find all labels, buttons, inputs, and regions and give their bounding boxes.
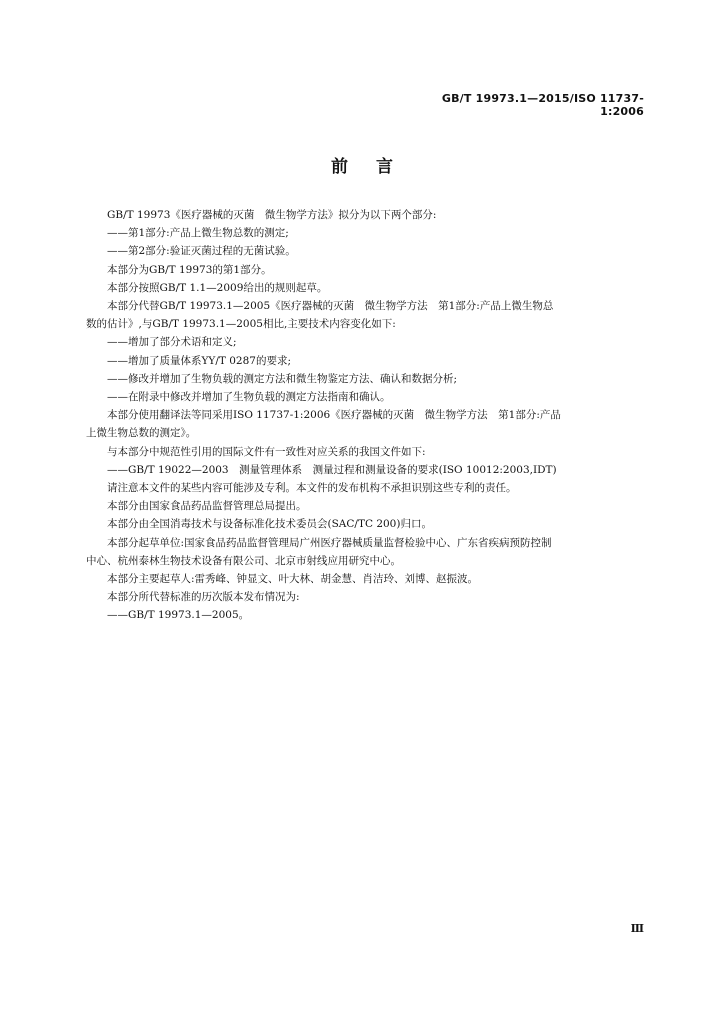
list-item: ——第2部分:验证灭菌过程的无菌试验。 (107, 245, 296, 258)
paragraph-line: 数的估计》,与GB/T 19973.1—2005相比,主要技术内容变化如下: (86, 318, 396, 331)
paragraph (86, 534, 646, 570)
list-item: ——第1部分:产品上微生物总数的测定; (107, 227, 289, 240)
list-item: ——增加了质量体系YY/T 0287的要求; (107, 354, 292, 367)
paragraph-line: 中心、杭州泰林生物技术设备有限公司、北京市射线应用研究中心。 (86, 554, 401, 567)
list-item: ——在附录中修改并增加了生物负载的测定方法指南和确认。 (107, 391, 391, 404)
paragraph-line: 本部分起草单位:国家食品药品监督管理局广州医疗器械质量监督检验中心、广东省疾病预防控制 (107, 536, 552, 549)
list-item: ——GB/T 19973.1—2005。 (107, 609, 250, 622)
paragraph: 本部分由全国消毒技术与设备标准化技术委员会(SAC/TC 200)归口。 (107, 518, 432, 531)
paragraph: 本部分所代替标准的历次版本发布情况为: (107, 591, 300, 604)
page-title: 前言 (331, 157, 421, 177)
paragraph-line: 上微生物总数的测定》。 (86, 427, 197, 440)
list-item: ——GB/T 19022—2003 测量管理体系 测量过程和测量设备的要求(ISO 10012:2003,IDT) (107, 463, 557, 476)
paragraph: 请注意本文件的某些内容可能涉及专利。本文件的发布机构不承担识别这些专利的责任。 (107, 482, 517, 495)
list-item: ——修改并增加了生物负载的测定方法和微生物鉴定方法、确认和数据分析; (107, 372, 458, 385)
standard-code-header: GB/T 19973.1—2015/ISO 11737-1:2006 (441, 92, 644, 118)
paragraph (86, 406, 646, 442)
paragraph: GB/T 19973《医疗器械的灭菌 微生物学方法》拟分为以下两个部分: (107, 209, 437, 221)
paragraph: 本部分按照GB/T 1.1—2009给出的规则起草。 (107, 281, 328, 294)
paragraph: 本部分由国家食品药品监督管理总局提出。 (107, 500, 307, 513)
paragraph: 本部分主要起草人:雷秀峰、钟显文、叶大林、胡金慧、肖洁玲、刘博、赵振波。 (107, 573, 479, 586)
paragraph: 本部分为GB/T 19973的第1部分。 (107, 263, 272, 276)
foreword-body (86, 206, 646, 625)
paragraph-line: 本部分代替GB/T 19973.1—2005《医疗器械的灭菌 微生物学方法 第1部分:产品上微生物总 (107, 300, 554, 313)
paragraph (86, 297, 646, 333)
list-item: ——增加了部分术语和定义; (107, 336, 237, 349)
paragraph-line: 本部分使用翻译法等同采用ISO 11737-1:2006《医疗器械的灭菌 微生物学方法 第1部分:产品 (107, 409, 561, 422)
page-number: Ⅲ (630, 922, 644, 935)
paragraph: 与本部分中规范性引用的国际文件有一致性对应关系的我国文件如下: (107, 445, 426, 458)
